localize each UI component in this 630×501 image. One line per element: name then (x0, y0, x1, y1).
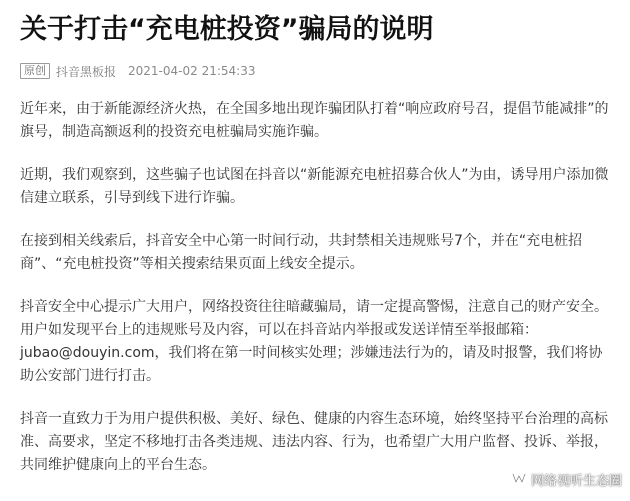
paragraph-1: 近年来，由于新能源经济火热，在全国多地出现诈骗团队打着“响应政府号召，提倡节能减排”的旗号，制造高额返利的投资充电桩骗局实施诈骗。 (20, 101, 609, 140)
watermark (511, 470, 622, 489)
paragraph-2: 近期，我们观察到，这些骗子也试图在抖音以“新能源充电桩招募合伙人”为由，诱导用户添加微信建立联系，引导到线下进行诈骗。 (20, 167, 609, 206)
original-badge: 原创 (20, 63, 50, 79)
article-meta (20, 62, 255, 80)
publish-date: 2021-04-02 21:54:33 (128, 64, 256, 78)
paragraph-5: 抖音一直致力于为用户提供积极、美好、绿色、健康的内容生态环境，始终坚持平台治理的高标准、高要求，坚定不移地打击各类违规、违法内容、行为，也希望广大用户监督、投诉、举报，共同维护健康向上的平台生态。 (20, 411, 608, 473)
article-title: 关于打击“充电桩投资”骗局的说明 (20, 14, 434, 45)
wechat-channel-icon (511, 471, 531, 489)
paragraph-4: 抖音安全中心提示广大用户，网络投资往往暗藏骗局，请一定提高警惕，注意自己的财产安全。用户如发现平台上的违规账号及内容，可以在抖音站内举报或发送详情至举报邮箱：jubao@douyin.com，我们将在第一时间核实处理；涉嫌违法行为的，请及时报警，我们将协助公安部门进行打击。 (20, 299, 608, 384)
paragraph-3: 在接到相关线索后，抖音安全中心第一时间行动，共封禁相关违规账号7个，并在“充电桩招商”、“充电桩投资”等相关搜索结果页面上线安全提示。 (20, 233, 583, 272)
watermark-text: 网络视听生态圈 (530, 474, 622, 489)
article-body (20, 98, 616, 477)
source-account-link[interactable]: 抖音黑板报 (56, 64, 117, 79)
